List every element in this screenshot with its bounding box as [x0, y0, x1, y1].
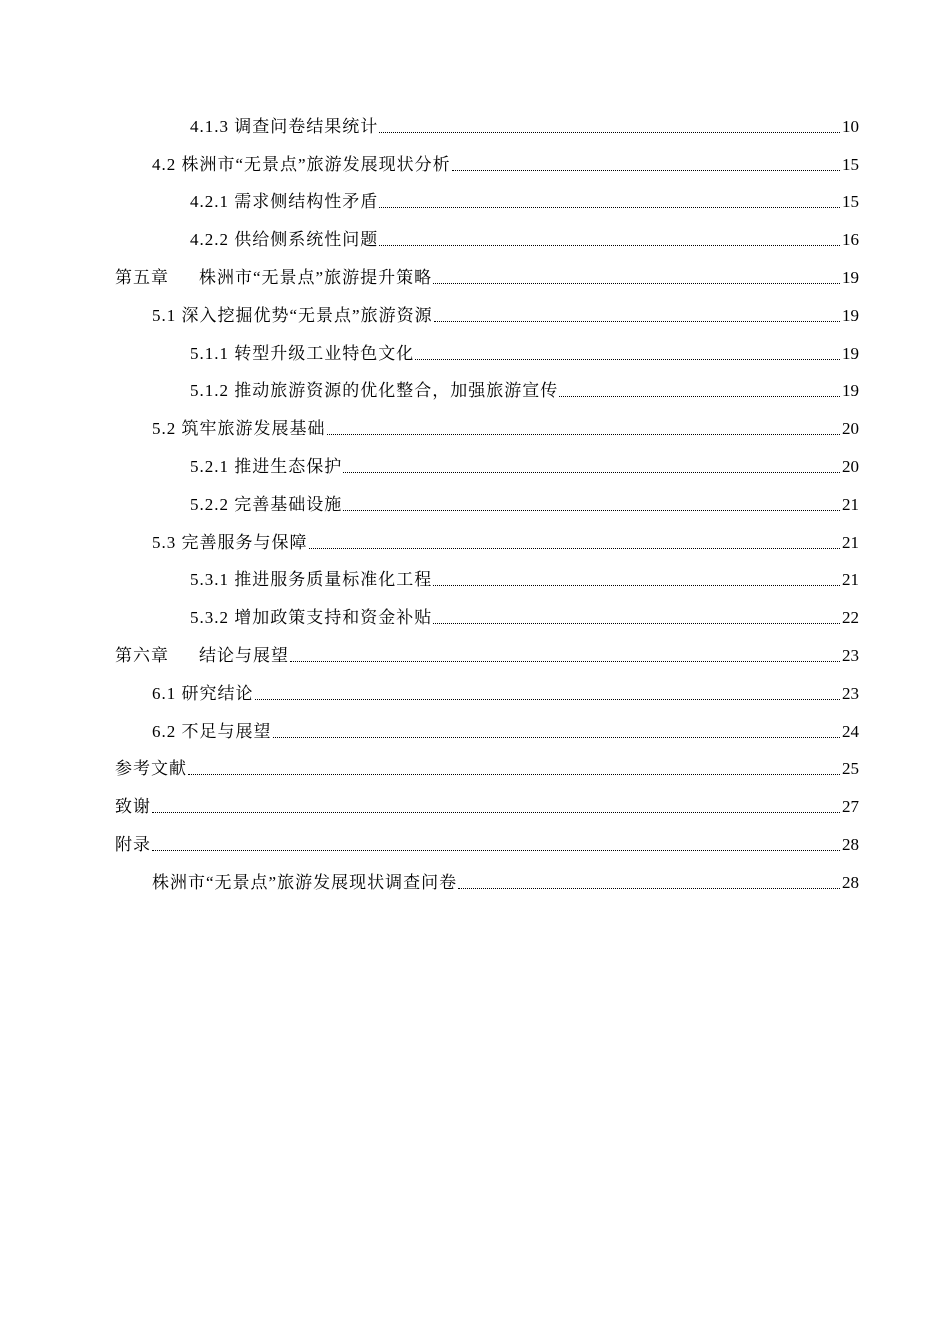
toc-leader-dots	[290, 646, 840, 666]
toc-page-number: 25	[842, 759, 859, 779]
toc-entry-5-2-2[interactable]	[0, 486, 950, 524]
toc-entry-title: 5.3.2 增加政策支持和资金补贴	[190, 608, 433, 628]
toc-entry-6-2[interactable]	[0, 713, 950, 751]
toc-page-number: 20	[842, 457, 859, 477]
toc-leader-dots	[415, 344, 840, 364]
toc-page-number: 20	[842, 419, 859, 439]
toc-entry-4-2-1[interactable]	[0, 184, 950, 222]
toc-entry-title: 5.2.1 推进生态保护	[190, 457, 343, 477]
toc-entry-5-1[interactable]	[0, 297, 950, 335]
toc-entry-chapter-5[interactable]	[0, 259, 950, 297]
toc-page-number: 28	[842, 835, 859, 855]
toc-entry-chapter-6[interactable]	[0, 637, 950, 675]
toc-entry-5-3[interactable]	[0, 524, 950, 562]
toc-entry-title: 5.1.1 转型升级工业特色文化	[190, 343, 415, 363]
table-of-contents	[0, 108, 950, 902]
toc-leader-dots	[379, 230, 840, 250]
toc-leader-dots	[452, 155, 840, 175]
toc-entry-title: 致谢	[115, 797, 151, 817]
toc-page-number: 19	[842, 343, 859, 363]
toc-leader-dots	[343, 457, 840, 477]
toc-entry-title: 6.1 研究结论	[152, 683, 254, 703]
toc-page-number: 19	[842, 305, 859, 325]
toc-page-number: 21	[842, 570, 859, 590]
toc-entry-5-1-1[interactable]	[0, 335, 950, 373]
toc-page-number: 22	[842, 608, 859, 628]
toc-page-number: 28	[842, 872, 859, 892]
toc-leader-dots	[433, 268, 840, 288]
toc-leader-dots	[458, 873, 840, 893]
toc-entry-title: 4.2.1 需求侧结构性矛盾	[190, 192, 379, 212]
toc-entry-appendix-questionnaire[interactable]	[0, 864, 950, 902]
toc-leader-dots	[379, 192, 840, 212]
toc-page-number: 27	[842, 797, 859, 817]
toc-entry-title: 5.2 筑牢旅游发展基础	[152, 419, 326, 439]
toc-page-number: 19	[842, 268, 859, 288]
toc-page-number: 24	[842, 721, 859, 741]
toc-page-number: 19	[842, 381, 859, 401]
toc-entry-title: 5.1.2 推动旅游资源的优化整合，加强旅游宣传	[190, 381, 559, 401]
toc-leader-dots	[152, 835, 840, 855]
toc-leader-dots	[379, 117, 840, 137]
toc-entry-title: 6.2 不足与展望	[152, 721, 272, 741]
toc-leader-dots	[433, 608, 840, 628]
toc-leader-dots	[433, 570, 840, 590]
toc-page-number: 10	[842, 116, 859, 136]
toc-entry-title: 4.1.3 调查问卷结果统计	[190, 116, 379, 136]
toc-entry-title: 第六章 结论与展望	[115, 646, 289, 666]
toc-leader-dots	[273, 722, 841, 742]
toc-leader-dots	[309, 533, 841, 553]
toc-entry-title: 附录	[115, 835, 151, 855]
toc-entry-title: 5.1 深入挖掘优势“无景点”旅游资源	[152, 305, 433, 325]
toc-entry-title: 4.2 株洲市“无景点”旅游发展现状分析	[152, 154, 451, 174]
toc-page-number: 16	[842, 230, 859, 250]
toc-page-number: 23	[842, 683, 859, 703]
toc-page-number: 23	[842, 646, 859, 666]
toc-leader-dots	[559, 381, 840, 401]
toc-page-number: 21	[842, 532, 859, 552]
toc-entry-5-3-2[interactable]	[0, 599, 950, 637]
toc-entry-title: 株洲市“无景点”旅游发展现状调查问卷	[152, 872, 458, 892]
toc-entry-references[interactable]	[0, 751, 950, 789]
toc-entry-title: 5.2.2 完善基础设施	[190, 494, 343, 514]
toc-leader-dots	[343, 495, 840, 515]
toc-entry-4-1-3[interactable]	[0, 108, 950, 146]
toc-entry-title: 第五章 株洲市“无景点”旅游提升策略	[115, 268, 433, 288]
toc-leader-dots	[327, 419, 841, 439]
toc-entry-5-1-2[interactable]	[0, 373, 950, 411]
toc-leader-dots	[188, 759, 840, 779]
toc-entry-acknowledgements[interactable]	[0, 788, 950, 826]
toc-entry-5-2-1[interactable]	[0, 448, 950, 486]
toc-entry-6-1[interactable]	[0, 675, 950, 713]
toc-entry-title: 5.3 完善服务与保障	[152, 532, 308, 552]
toc-page-number: 21	[842, 494, 859, 514]
toc-page-number: 15	[842, 192, 859, 212]
toc-entry-5-2[interactable]	[0, 410, 950, 448]
toc-entry-appendix[interactable]	[0, 826, 950, 864]
toc-entry-title: 参考文献	[115, 759, 187, 779]
toc-leader-dots	[434, 306, 840, 326]
toc-leader-dots	[152, 797, 840, 817]
toc-leader-dots	[255, 684, 841, 704]
toc-entry-4-2-2[interactable]	[0, 221, 950, 259]
toc-page-number: 15	[842, 154, 859, 174]
toc-entry-5-3-1[interactable]	[0, 562, 950, 600]
toc-entry-title: 4.2.2 供给侧系统性问题	[190, 230, 379, 250]
toc-entry-title: 5.3.1 推进服务质量标准化工程	[190, 570, 433, 590]
toc-entry-4-2[interactable]	[0, 146, 950, 184]
